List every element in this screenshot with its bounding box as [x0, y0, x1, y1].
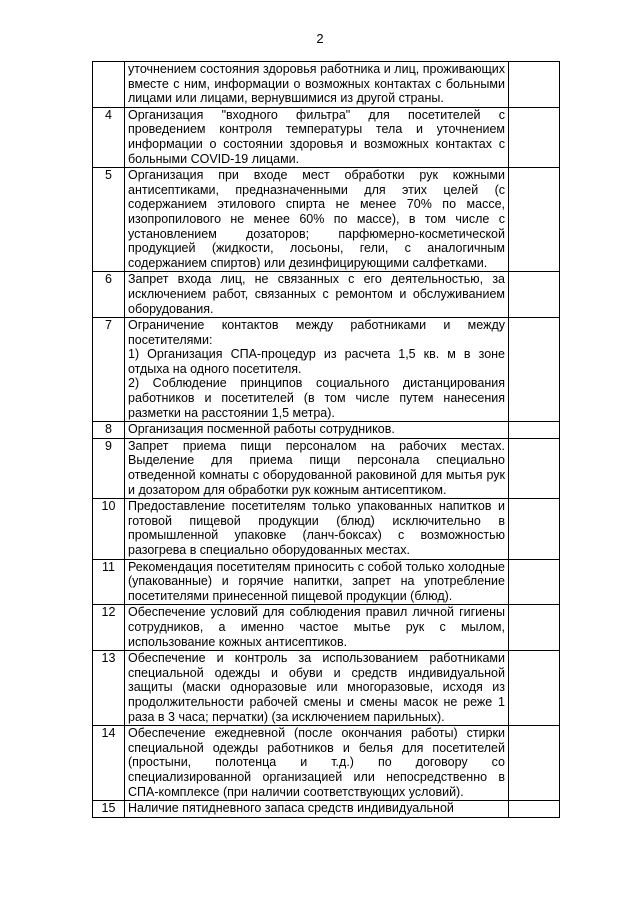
row-empty-cell: [509, 605, 560, 651]
row-text: [125, 559, 509, 605]
table-row: [93, 438, 560, 498]
row-text: [125, 651, 509, 726]
row-empty-cell: [509, 499, 560, 559]
row-paragraph: Запрет приема пищи персоналом на рабочих местах. Выделение для приема пищи персонала специально отведенной комнаты с оборудованной раковиной для мытья рук и дозатором для обработки рук кожным антисептиком.: [128, 438, 505, 497]
row-empty-cell: [509, 651, 560, 726]
row-number: 15: [93, 801, 125, 818]
row-number: [93, 62, 125, 108]
row-text: [125, 499, 509, 559]
row-empty-cell: [509, 801, 560, 818]
row-number: 4: [93, 107, 125, 167]
row-number: 10: [93, 499, 125, 559]
row-empty-cell: [509, 559, 560, 605]
row-text: [125, 107, 509, 167]
row-number: 14: [93, 726, 125, 801]
row-empty-cell: [509, 726, 560, 801]
row-empty-cell: [509, 318, 560, 422]
row-text: [125, 62, 509, 108]
table-row: [93, 726, 560, 801]
table-row: [93, 605, 560, 651]
row-text: [125, 605, 509, 651]
row-paragraph: уточнением состояния здоровья работника и лиц, проживающих вместе с ним, информации о возможных контактах с больными лицами или лицами, вернувшимися из другой страны.: [128, 62, 505, 106]
row-number: 13: [93, 651, 125, 726]
row-paragraph: 2) Соблюдение принципов социального дистанцирования работников и посетителей (в том числе путем нанесения разметки на расстоянии 1,5 метра).: [128, 376, 505, 420]
row-paragraph: Организация посменной работы сотрудников.: [128, 422, 395, 437]
row-paragraph: Организация "входного фильтра" для посетителей с проведением контроля температуры тела и уточнением информации о состоянии здоровья и возможных контактах с больными COVID-19 лицами.: [128, 107, 505, 166]
row-text: [125, 801, 509, 818]
row-paragraph: Наличие пятидневного запаса средств индивидуальной: [128, 801, 454, 816]
row-number: 6: [93, 272, 125, 318]
row-empty-cell: [509, 168, 560, 272]
table-row: [93, 651, 560, 726]
row-number: 5: [93, 168, 125, 272]
row-number: 8: [93, 422, 125, 439]
measures-table: [92, 61, 560, 818]
row-text: [125, 168, 509, 272]
row-number: 12: [93, 605, 125, 651]
row-empty-cell: [509, 422, 560, 439]
row-paragraph: Запрет входа лиц, не связанных с его деятельностью, за исключением работ, связанных с ремонтом и обслуживанием оборудования.: [128, 272, 505, 316]
table-row: [93, 272, 560, 318]
table-row: [93, 559, 560, 605]
table-row: [93, 107, 560, 167]
row-empty-cell: [509, 438, 560, 498]
table-row: [93, 499, 560, 559]
row-paragraph: Ограничение контактов между работниками и между посетителями:: [128, 318, 505, 347]
row-text: [125, 422, 509, 439]
row-empty-cell: [509, 107, 560, 167]
table-row: [93, 168, 560, 272]
table-row: [93, 62, 560, 108]
row-text: [125, 272, 509, 318]
row-number: 7: [93, 318, 125, 422]
row-text: [125, 726, 509, 801]
row-paragraph: Обеспечение условий для соблюдения правил личной гигиены сотрудников, а именно частое мытье рук с мылом, использование кожных антисептиков.: [128, 605, 505, 649]
row-paragraph: 1) Организация СПА-процедур из расчета 1,5 кв. м в зоне отдыха на одного посетителя.: [128, 347, 505, 376]
row-empty-cell: [509, 62, 560, 108]
row-paragraph: Предоставление посетителям только упакованных напитков и готовой пищевой продукции (блюд) исключительно в промышленной упаковке (ланч-боксах) с возможностью разогрева в специально оборудованных местах.: [128, 499, 505, 557]
row-paragraph: Рекомендация посетителям приносить с собой только холодные (упакованные) и горячие напитки, запрет на употребление посетителями принесенной пищевой продукции (блюд).: [128, 559, 505, 603]
row-text: [125, 438, 509, 498]
table-body: [93, 62, 560, 818]
table-row: [93, 422, 560, 439]
row-text: [125, 318, 509, 422]
row-empty-cell: [509, 272, 560, 318]
row-number: 11: [93, 559, 125, 605]
row-number: 9: [93, 438, 125, 498]
table-row: [93, 801, 560, 818]
row-paragraph: Организация при входе мест обработки рук кожными антисептиками, предназначенными для этих целей (с содержанием этилового спирта не менее 70% по массе, изопропилового не менее 60% по массе), в том числе с установлением дозаторов; парфюмерно-косметической продукцией (жидкости, лосьоны, гели, с аналогичным содержанием спиртов) или дезинфицирующими салфетками.: [128, 168, 505, 270]
table-row: [93, 318, 560, 422]
row-paragraph: Обеспечение и контроль за использованием работниками специальной одежды и обуви и средств индивидуальной защиты (маски одноразовые или многоразовые, исходя из продолжительности рабочей смены и смены масок не реже 1 раза в 3 часа; перчатки) (за исключением парильных).: [128, 651, 505, 724]
row-paragraph: Обеспечение ежедневной (после окончания работы) стирки специальной одежды работников и белья для посетителей (простыни, полотенца и т.д.) по договору со специализированной организацией или непосредственно в СПА-комплексе (при наличии соответствующих условий).: [128, 726, 505, 799]
page-number: 2: [316, 31, 324, 46]
